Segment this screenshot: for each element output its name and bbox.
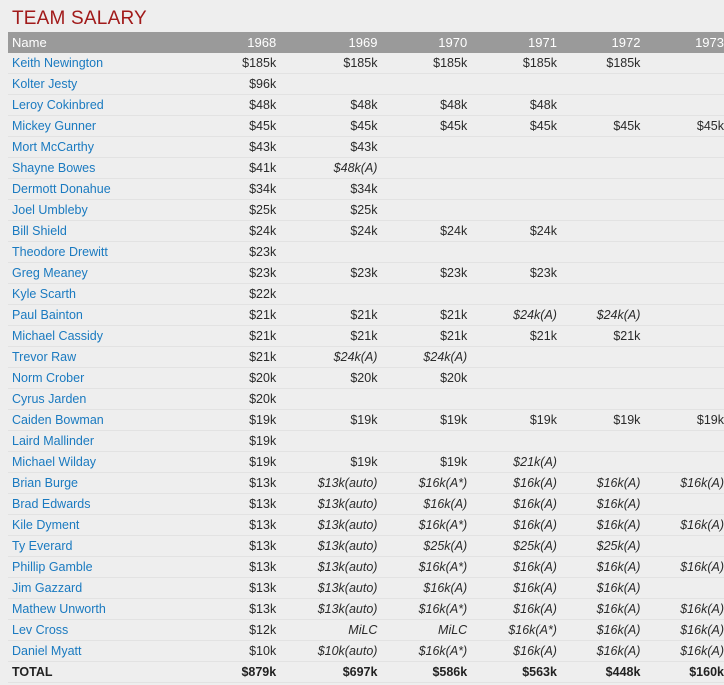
player-name-link[interactable]: Caiden Bowman <box>8 410 196 431</box>
salary-cell-1968: $13k <box>196 578 276 599</box>
table-row <box>8 473 724 494</box>
salary-cell-1968: $20k <box>196 368 276 389</box>
table-row <box>8 305 724 326</box>
salary-cell-1968: $12k <box>196 620 276 641</box>
table-body <box>8 53 724 683</box>
salary-cell-1969: $25k <box>276 200 377 221</box>
salary-cell-1970: $16k(A*) <box>377 515 467 536</box>
salary-cell-1971 <box>467 74 557 95</box>
salary-cell-1969: $34k <box>276 179 377 200</box>
salary-cell-1971 <box>467 431 557 452</box>
salary-cell-1970 <box>377 431 467 452</box>
player-name-link[interactable]: Bill Shield <box>8 221 196 242</box>
salary-cell-1969: $13k(auto) <box>276 473 377 494</box>
player-name-link[interactable]: Trevor Raw <box>8 347 196 368</box>
column-header-1972: 1972 <box>557 32 640 53</box>
player-name-link[interactable]: Ty Everard <box>8 536 196 557</box>
salary-cell-1970 <box>377 389 467 410</box>
salary-cell-1971: $16k(A) <box>467 641 557 662</box>
salary-cell-1972: $25k(A) <box>557 536 640 557</box>
salary-cell-1968: $34k <box>196 179 276 200</box>
salary-cell-1973: $16k(A) <box>640 641 724 662</box>
player-name-link[interactable]: Kile Dyment <box>8 515 196 536</box>
column-header-name: Name <box>8 32 196 53</box>
salary-cell-1972 <box>557 452 640 473</box>
table-row <box>8 410 724 431</box>
salary-cell-1971: $16k(A*) <box>467 620 557 641</box>
salary-cell-1969: $19k <box>276 452 377 473</box>
salary-cell-1973: $16k(A) <box>640 620 724 641</box>
salary-cell-1969: $19k <box>276 410 377 431</box>
salary-cell-1968: $20k <box>196 389 276 410</box>
salary-cell-1971: $21k <box>467 326 557 347</box>
salary-cell-1970 <box>377 74 467 95</box>
player-name-link[interactable]: Kyle Scarth <box>8 284 196 305</box>
salary-cell-1971: $45k <box>467 116 557 137</box>
salary-cell-1968: $13k <box>196 473 276 494</box>
player-name-link[interactable]: Joel Umbleby <box>8 200 196 221</box>
salary-cell-1973: $16k(A) <box>640 599 724 620</box>
salary-cell-1972 <box>557 284 640 305</box>
salary-cell-1972: $19k <box>557 410 640 431</box>
salary-cell-1972 <box>557 74 640 95</box>
salary-cell-1972: $45k <box>557 116 640 137</box>
table-row <box>8 74 724 95</box>
table-row <box>8 179 724 200</box>
salary-cell-1971: $23k <box>467 263 557 284</box>
salary-cell-1970: $20k <box>377 368 467 389</box>
salary-cell-1970 <box>377 284 467 305</box>
salary-cell-1973: $45k <box>640 116 724 137</box>
salary-cell-1968: $10k <box>196 641 276 662</box>
salary-cell-1973: $16k(A) <box>640 473 724 494</box>
salary-cell-1968: $19k <box>196 431 276 452</box>
salary-cell-1971: $48k <box>467 95 557 116</box>
salary-cell-1973: $16k(A) <box>640 557 724 578</box>
salary-cell-1973 <box>640 578 724 599</box>
salary-cell-1968: $13k <box>196 494 276 515</box>
salary-cell-1972: $16k(A) <box>557 473 640 494</box>
salary-cell-1971 <box>467 200 557 221</box>
player-name-link[interactable]: Mickey Gunner <box>8 116 196 137</box>
salary-cell-1970 <box>377 242 467 263</box>
player-name-link[interactable]: Paul Bainton <box>8 305 196 326</box>
salary-cell-1973 <box>640 326 724 347</box>
salary-cell-1969 <box>276 284 377 305</box>
salary-cell-1973: $19k <box>640 410 724 431</box>
salary-cell-1973 <box>640 179 724 200</box>
player-name-link[interactable]: Michael Wilday <box>8 452 196 473</box>
salary-cell-1969 <box>276 389 377 410</box>
salary-cell-1970 <box>377 158 467 179</box>
salary-cell-1972: $16k(A) <box>557 620 640 641</box>
player-name-link[interactable]: Laird Mallinder <box>8 431 196 452</box>
salary-cell-1971 <box>467 368 557 389</box>
salary-cell-1969: $13k(auto) <box>276 515 377 536</box>
player-name-link[interactable]: Cyrus Jarden <box>8 389 196 410</box>
salary-cell-1973 <box>640 95 724 116</box>
salary-cell-1969 <box>276 431 377 452</box>
salary-cell-1968: $21k <box>196 305 276 326</box>
player-name-link[interactable]: Leroy Cokinbred <box>8 95 196 116</box>
salary-cell-1971 <box>467 158 557 179</box>
salary-cell-1968: $48k <box>196 95 276 116</box>
salary-cell-1968: $13k <box>196 557 276 578</box>
salary-cell-1970 <box>377 179 467 200</box>
salary-cell-1972 <box>557 158 640 179</box>
salary-cell-1971: $16k(A) <box>467 515 557 536</box>
total-cell-1972: $448k <box>557 662 640 683</box>
salary-cell-1972 <box>557 95 640 116</box>
total-cell-1970: $586k <box>377 662 467 683</box>
column-header-1968: 1968 <box>196 32 276 53</box>
salary-cell-1969: $13k(auto) <box>276 578 377 599</box>
salary-cell-1973 <box>640 431 724 452</box>
salary-cell-1973 <box>640 221 724 242</box>
player-name-link[interactable]: Brad Edwards <box>8 494 196 515</box>
salary-cell-1973 <box>640 263 724 284</box>
salary-cell-1968: $185k <box>196 53 276 74</box>
salary-cell-1971: $16k(A) <box>467 599 557 620</box>
salary-cell-1968: $19k <box>196 410 276 431</box>
table-row <box>8 95 724 116</box>
salary-cell-1972 <box>557 389 640 410</box>
salary-cell-1971: $185k <box>467 53 557 74</box>
player-name-link[interactable]: Theodore Drewitt <box>8 242 196 263</box>
salary-cell-1970: $21k <box>377 326 467 347</box>
player-name-link[interactable]: Brian Burge <box>8 473 196 494</box>
player-name-link[interactable]: Dermott Donahue <box>8 179 196 200</box>
salary-cell-1969: $45k <box>276 116 377 137</box>
salary-cell-1968: $13k <box>196 536 276 557</box>
salary-cell-1969: $13k(auto) <box>276 599 377 620</box>
salary-cell-1972 <box>557 431 640 452</box>
salary-cell-1968: $25k <box>196 200 276 221</box>
salary-cell-1972: $16k(A) <box>557 515 640 536</box>
table-row <box>8 389 724 410</box>
salary-cell-1973 <box>640 494 724 515</box>
salary-cell-1971: $16k(A) <box>467 473 557 494</box>
column-header-1973: 1973 <box>640 32 724 53</box>
salary-cell-1970: $16k(A) <box>377 494 467 515</box>
salary-cell-1970: $48k <box>377 95 467 116</box>
salary-cell-1970: MiLC <box>377 620 467 641</box>
salary-cell-1973 <box>640 74 724 95</box>
salary-cell-1971: $16k(A) <box>467 557 557 578</box>
salary-cell-1968: $21k <box>196 347 276 368</box>
salary-cell-1973 <box>640 452 724 473</box>
table-row <box>8 494 724 515</box>
salary-cell-1969: $13k(auto) <box>276 557 377 578</box>
salary-cell-1969: $48k(A) <box>276 158 377 179</box>
table-row <box>8 515 724 536</box>
salary-cell-1972: $21k <box>557 326 640 347</box>
total-row <box>8 662 724 683</box>
salary-cell-1970: $19k <box>377 452 467 473</box>
salary-cell-1971 <box>467 389 557 410</box>
salary-cell-1969 <box>276 74 377 95</box>
salary-cell-1970: $16k(A) <box>377 578 467 599</box>
salary-cell-1969: $13k(auto) <box>276 494 377 515</box>
salary-cell-1972 <box>557 179 640 200</box>
salary-cell-1972 <box>557 368 640 389</box>
salary-cell-1969: $23k <box>276 263 377 284</box>
salary-cell-1968: $13k <box>196 515 276 536</box>
total-cell-1973: $160k <box>640 662 724 683</box>
salary-cell-1970 <box>377 200 467 221</box>
salary-cell-1970: $16k(A*) <box>377 599 467 620</box>
player-name-link[interactable]: Phillip Gamble <box>8 557 196 578</box>
player-name-link[interactable]: Greg Meaney <box>8 263 196 284</box>
salary-cell-1972: $24k(A) <box>557 305 640 326</box>
salary-cell-1970: $16k(A*) <box>377 473 467 494</box>
table-row <box>8 431 724 452</box>
salary-cell-1969: $48k <box>276 95 377 116</box>
salary-cell-1969: $24k(A) <box>276 347 377 368</box>
salary-cell-1968: $22k <box>196 284 276 305</box>
table-row <box>8 116 724 137</box>
player-name-link[interactable]: Kolter Jesty <box>8 74 196 95</box>
salary-cell-1972: $16k(A) <box>557 578 640 599</box>
salary-cell-1968: $19k <box>196 452 276 473</box>
player-name-link[interactable]: Lev Cross <box>8 620 196 641</box>
salary-cell-1971: $16k(A) <box>467 578 557 599</box>
salary-cell-1972 <box>557 200 640 221</box>
salary-cell-1972: $16k(A) <box>557 641 640 662</box>
salary-cell-1972: $16k(A) <box>557 494 640 515</box>
salary-cell-1970: $16k(A*) <box>377 557 467 578</box>
table-row <box>8 326 724 347</box>
column-header-1971: 1971 <box>467 32 557 53</box>
salary-cell-1970: $25k(A) <box>377 536 467 557</box>
salary-cell-1972 <box>557 221 640 242</box>
salary-cell-1971 <box>467 242 557 263</box>
salary-cell-1968: $23k <box>196 263 276 284</box>
salary-cell-1971 <box>467 179 557 200</box>
salary-cell-1973 <box>640 137 724 158</box>
salary-cell-1971: $24k <box>467 221 557 242</box>
total-cell-1969: $697k <box>276 662 377 683</box>
salary-cell-1968: $13k <box>196 599 276 620</box>
salary-cell-1971 <box>467 137 557 158</box>
table-row <box>8 263 724 284</box>
salary-cell-1968: $96k <box>196 74 276 95</box>
table-row <box>8 641 724 662</box>
salary-cell-1969: $13k(auto) <box>276 536 377 557</box>
player-name-link[interactable]: Mort McCarthy <box>8 137 196 158</box>
table-row <box>8 221 724 242</box>
salary-cell-1970 <box>377 137 467 158</box>
salary-cell-1973 <box>640 53 724 74</box>
table-row <box>8 368 724 389</box>
salary-cell-1969: $43k <box>276 137 377 158</box>
salary-cell-1971: $19k <box>467 410 557 431</box>
salary-cell-1970: $19k <box>377 410 467 431</box>
salary-cell-1972 <box>557 347 640 368</box>
salary-cell-1972 <box>557 242 640 263</box>
salary-cell-1971: $21k(A) <box>467 452 557 473</box>
column-header-1970: 1970 <box>377 32 467 53</box>
player-name-link[interactable]: Norm Crober <box>8 368 196 389</box>
salary-cell-1968: $21k <box>196 326 276 347</box>
table-row <box>8 347 724 368</box>
page-title: TEAM SALARY <box>12 8 147 29</box>
table-row <box>8 242 724 263</box>
salary-cell-1968: $45k <box>196 116 276 137</box>
salary-table <box>8 32 724 683</box>
salary-cell-1973 <box>640 536 724 557</box>
table-row <box>8 452 724 473</box>
table-row <box>8 557 724 578</box>
salary-cell-1970: $24k(A) <box>377 347 467 368</box>
salary-cell-1973 <box>640 389 724 410</box>
salary-cell-1969: $21k <box>276 305 377 326</box>
table-header-row <box>8 32 724 53</box>
salary-cell-1973 <box>640 200 724 221</box>
salary-cell-1972 <box>557 263 640 284</box>
salary-cell-1968: $23k <box>196 242 276 263</box>
player-name-link[interactable]: Mathew Unworth <box>8 599 196 620</box>
salary-cell-1970: $185k <box>377 53 467 74</box>
salary-cell-1969: $24k <box>276 221 377 242</box>
salary-cell-1973: $16k(A) <box>640 515 724 536</box>
salary-cell-1971: $25k(A) <box>467 536 557 557</box>
salary-cell-1973 <box>640 158 724 179</box>
player-name-link[interactable]: Keith Newington <box>8 53 196 74</box>
salary-cell-1972: $16k(A) <box>557 599 640 620</box>
table-row <box>8 599 724 620</box>
salary-cell-1971 <box>467 284 557 305</box>
salary-cell-1971 <box>467 347 557 368</box>
table-row <box>8 536 724 557</box>
table-row <box>8 53 724 74</box>
salary-cell-1971: $24k(A) <box>467 305 557 326</box>
salary-cell-1970: $16k(A*) <box>377 641 467 662</box>
table-row <box>8 200 724 221</box>
total-cell-1971: $563k <box>467 662 557 683</box>
salary-cell-1973 <box>640 368 724 389</box>
salary-cell-1969: $185k <box>276 53 377 74</box>
salary-cell-1970: $24k <box>377 221 467 242</box>
salary-cell-1973 <box>640 284 724 305</box>
column-header-1969: 1969 <box>276 32 377 53</box>
salary-cell-1969: $21k <box>276 326 377 347</box>
salary-cell-1973 <box>640 347 724 368</box>
table-row <box>8 284 724 305</box>
player-name-link[interactable]: Daniel Myatt <box>8 641 196 662</box>
salary-cell-1973 <box>640 242 724 263</box>
salary-cell-1971: $16k(A) <box>467 494 557 515</box>
salary-cell-1972: $16k(A) <box>557 557 640 578</box>
salary-cell-1969: $10k(auto) <box>276 641 377 662</box>
salary-cell-1969: $20k <box>276 368 377 389</box>
salary-cell-1968: $41k <box>196 158 276 179</box>
salary-cell-1973 <box>640 305 724 326</box>
salary-cell-1970: $21k <box>377 305 467 326</box>
salary-cell-1969 <box>276 242 377 263</box>
salary-cell-1970: $45k <box>377 116 467 137</box>
total-label: TOTAL <box>8 662 196 683</box>
salary-cell-1968: $43k <box>196 137 276 158</box>
total-cell-1968: $879k <box>196 662 276 683</box>
salary-cell-1970: $23k <box>377 263 467 284</box>
salary-cell-1972: $185k <box>557 53 640 74</box>
player-name-link[interactable]: Michael Cassidy <box>8 326 196 347</box>
salary-cell-1969: MiLC <box>276 620 377 641</box>
table-row <box>8 137 724 158</box>
table-row <box>8 158 724 179</box>
salary-cell-1972 <box>557 137 640 158</box>
player-name-link[interactable]: Jim Gazzard <box>8 578 196 599</box>
player-name-link[interactable]: Shayne Bowes <box>8 158 196 179</box>
table-row <box>8 578 724 599</box>
salary-cell-1968: $24k <box>196 221 276 242</box>
table-row <box>8 620 724 641</box>
